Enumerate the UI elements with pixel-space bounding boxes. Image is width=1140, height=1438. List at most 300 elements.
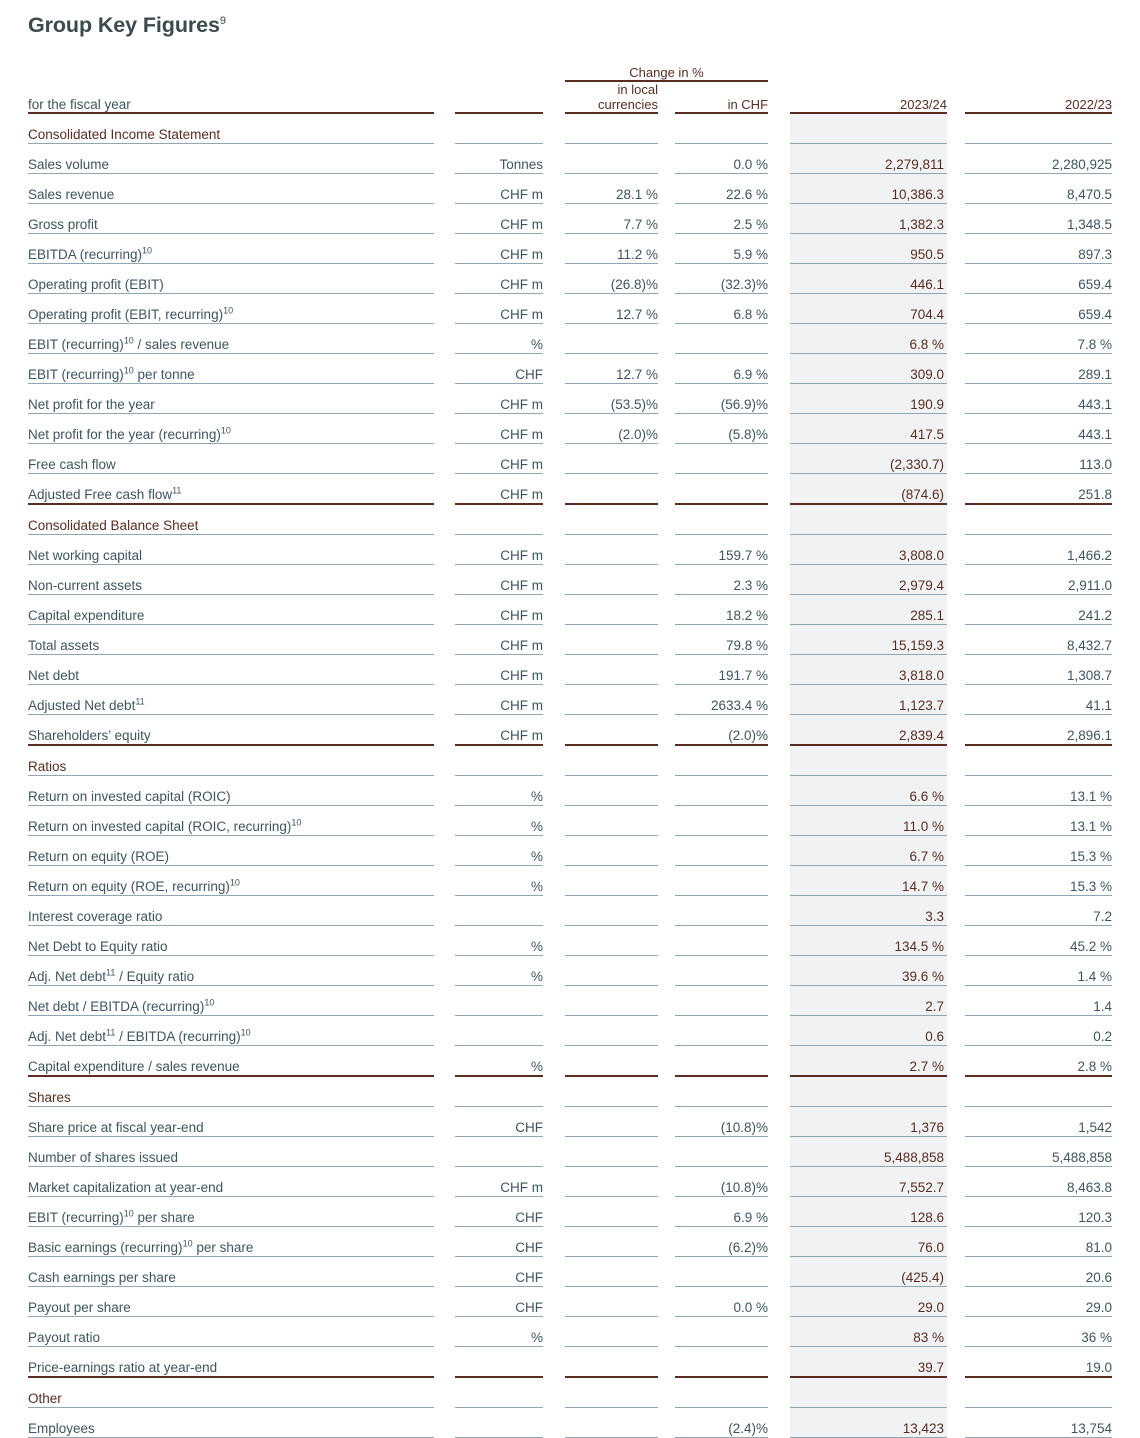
- spacer: [543, 443, 565, 473]
- spacer: [434, 143, 455, 173]
- spacer: [658, 745, 675, 776]
- table-row: [28, 143, 1112, 173]
- row-label: Net working capital: [28, 534, 434, 564]
- table-row: [28, 1015, 1112, 1045]
- row-value-current-year: 2,279,811: [790, 143, 947, 173]
- spacer: [434, 1136, 455, 1166]
- spacer: [768, 1015, 790, 1045]
- row-unit: CHF m: [455, 714, 543, 745]
- spacer: [768, 1226, 790, 1256]
- spacer: [965, 58, 1112, 81]
- spacer: [434, 865, 455, 895]
- row-unit: CHF m: [455, 383, 543, 413]
- spacer: [543, 714, 565, 745]
- row-change-local-currencies: (2.0)%: [565, 413, 658, 443]
- spacer: [768, 263, 790, 293]
- row-change-in-chf: [675, 473, 768, 504]
- spacer: [543, 58, 565, 81]
- spacer: [768, 835, 790, 865]
- footnote-marker: 11: [106, 967, 116, 978]
- spacer: [768, 1196, 790, 1226]
- spacer: [768, 654, 790, 684]
- row-change-local-currencies: [565, 1256, 658, 1286]
- spacer: [658, 775, 675, 805]
- spacer: [658, 1166, 675, 1196]
- spacer: [434, 1045, 455, 1076]
- row-value-current-year: 2.7 %: [790, 1045, 947, 1076]
- spacer: [658, 594, 675, 624]
- row-value-previous-year: 5,488,858: [965, 1136, 1112, 1166]
- row-unit: CHF: [455, 1106, 543, 1136]
- spacer: [947, 203, 965, 233]
- spacer: [947, 1226, 965, 1256]
- spacer: [434, 1076, 455, 1107]
- spacer: [434, 383, 455, 413]
- spacer: [947, 473, 965, 504]
- row-value-previous-year: 2,280,925: [965, 143, 1112, 173]
- spacer: [434, 353, 455, 383]
- table-row: [28, 985, 1112, 1015]
- row-change-in-chf: 191.7 %: [675, 654, 768, 684]
- table-body: [28, 113, 1112, 1438]
- spacer: [543, 1377, 565, 1408]
- row-change-in-chf: 6.9 %: [675, 1196, 768, 1226]
- row-unit: %: [455, 323, 543, 353]
- row-label: Capital expenditure: [28, 594, 434, 624]
- spacer: [658, 113, 675, 144]
- spacer: [947, 1346, 965, 1377]
- spacer: [947, 1136, 965, 1166]
- row-value-previous-year: 659.4: [965, 293, 1112, 323]
- row-value-current-year: 10,386.3: [790, 173, 947, 203]
- spacer: [768, 1316, 790, 1346]
- section-header-y1-cell: [790, 1377, 947, 1408]
- spacer: [543, 81, 565, 113]
- table-row: [28, 805, 1112, 835]
- spacer: [658, 413, 675, 443]
- spacer: [434, 564, 455, 594]
- row-unit: %: [455, 955, 543, 985]
- row-change-in-chf: 159.7 %: [675, 534, 768, 564]
- row-change-local-currencies: (26.8)%: [565, 263, 658, 293]
- spacer: [658, 81, 675, 113]
- spacer: [543, 594, 565, 624]
- table-row: [28, 233, 1112, 263]
- spacer: [434, 323, 455, 353]
- section-header-unit-cell: [455, 745, 543, 776]
- spacer: [768, 233, 790, 263]
- row-label: Operating profit (EBIT): [28, 263, 434, 293]
- table-row: [28, 925, 1112, 955]
- row-change-in-chf: [675, 925, 768, 955]
- spacer: [658, 564, 675, 594]
- column-header-row: [28, 81, 1112, 113]
- spacer: [658, 473, 675, 504]
- spacer: [947, 714, 965, 745]
- spacer: [768, 1286, 790, 1316]
- spacer: [947, 624, 965, 654]
- spacer: [768, 323, 790, 353]
- table-row: [28, 1106, 1112, 1136]
- spacer: [768, 413, 790, 443]
- row-unit: %: [455, 1316, 543, 1346]
- table-row: [28, 654, 1112, 684]
- row-value-previous-year: 1,542: [965, 1106, 1112, 1136]
- row-unit: %: [455, 925, 543, 955]
- footnote-marker: 10: [229, 877, 240, 888]
- row-unit: CHF m: [455, 293, 543, 323]
- spacer: [434, 1316, 455, 1346]
- table-row: [28, 714, 1112, 745]
- row-value-current-year: 3,818.0: [790, 654, 947, 684]
- spacer: [543, 684, 565, 714]
- spacer: [768, 684, 790, 714]
- row-change-in-chf: 0.0 %: [675, 1286, 768, 1316]
- footnote-marker: 10: [123, 1208, 134, 1219]
- table-row: [28, 173, 1112, 203]
- row-value-current-year: 11.0 %: [790, 805, 947, 835]
- row-label: Payout ratio: [28, 1316, 434, 1346]
- spacer: [947, 564, 965, 594]
- spacer: [947, 1407, 965, 1437]
- row-change-local-currencies: [565, 1106, 658, 1136]
- spacer: [658, 925, 675, 955]
- row-change-local-currencies: [565, 895, 658, 925]
- spacer: [947, 1316, 965, 1346]
- section-header-loc-cell: [565, 745, 658, 776]
- spacer: [768, 1166, 790, 1196]
- spacer: [434, 1226, 455, 1256]
- row-value-previous-year: 29.0: [965, 1286, 1112, 1316]
- row-value-current-year: 39.6 %: [790, 955, 947, 985]
- spacer: [434, 413, 455, 443]
- table-row: [28, 1226, 1112, 1256]
- spacer: [947, 775, 965, 805]
- row-unit: CHF m: [455, 1166, 543, 1196]
- spacer: [658, 203, 675, 233]
- row-label: Cash earnings per share: [28, 1256, 434, 1286]
- row-label: Adj. Net debt$^{11}$ / Equity ratio: [28, 955, 434, 985]
- row-change-in-chf: 79.8 %: [675, 624, 768, 654]
- row-value-previous-year: 8,470.5: [965, 173, 1112, 203]
- row-change-local-currencies: 12.7 %: [565, 293, 658, 323]
- spacer: [543, 564, 565, 594]
- spacer: [543, 745, 565, 776]
- row-label: Sales volume: [28, 143, 434, 173]
- spacer: [434, 714, 455, 745]
- spacer: [543, 473, 565, 504]
- table-row: [28, 564, 1112, 594]
- row-change-local-currencies: [565, 1286, 658, 1316]
- group-key-figures-table: [28, 58, 1112, 1438]
- row-change-local-currencies: [565, 1316, 658, 1346]
- spacer: [768, 564, 790, 594]
- spacer: [947, 955, 965, 985]
- table-row: [28, 293, 1112, 323]
- row-label: Operating profit (EBIT, recurring)$^{10}$: [28, 293, 434, 323]
- spacer: [768, 293, 790, 323]
- table-row: [28, 1136, 1112, 1166]
- row-unit: CHF m: [455, 654, 543, 684]
- spacer: [947, 383, 965, 413]
- spacer: [434, 985, 455, 1015]
- row-label: Gross profit: [28, 203, 434, 233]
- row-value-previous-year: 289.1: [965, 353, 1112, 383]
- year-previous-column-header: 2022/23: [965, 81, 1112, 113]
- table-row: [28, 1166, 1112, 1196]
- table-row: [28, 835, 1112, 865]
- row-change-local-currencies: [565, 955, 658, 985]
- spacer: [434, 775, 455, 805]
- row-change-in-chf: (5.8)%: [675, 413, 768, 443]
- row-change-in-chf: [675, 775, 768, 805]
- row-change-local-currencies: [565, 1226, 658, 1256]
- spacer: [947, 654, 965, 684]
- page-title-text: Group Key Figures: [28, 13, 220, 37]
- section-header-row: [28, 504, 1112, 535]
- spacer: [434, 1015, 455, 1045]
- footnote-marker: 10: [123, 365, 134, 376]
- row-value-previous-year: 251.8: [965, 473, 1112, 504]
- table-row: [28, 534, 1112, 564]
- row-value-previous-year: 13,754: [965, 1407, 1112, 1437]
- row-value-previous-year: 1,348.5: [965, 203, 1112, 233]
- row-value-current-year: 6.7 %: [790, 835, 947, 865]
- section-header-chf-cell: [675, 113, 768, 144]
- spacer: [768, 624, 790, 654]
- row-change-in-chf: 6.8 %: [675, 293, 768, 323]
- spacer: [947, 534, 965, 564]
- row-unit: CHF m: [455, 443, 543, 473]
- section-header-y2-cell: [965, 1377, 1112, 1408]
- section-title: Consolidated Balance Sheet: [28, 504, 434, 535]
- spacer: [543, 1286, 565, 1316]
- row-value-previous-year: 443.1: [965, 383, 1112, 413]
- spacer: [434, 263, 455, 293]
- row-value-previous-year: 1.4: [965, 985, 1112, 1015]
- spacer: [543, 835, 565, 865]
- section-title: Other: [28, 1377, 434, 1408]
- section-header-y1-cell: [790, 504, 947, 535]
- spacer: [658, 1407, 675, 1437]
- row-value-previous-year: 659.4: [965, 263, 1112, 293]
- row-value-current-year: 417.5: [790, 413, 947, 443]
- table-row: [28, 1286, 1112, 1316]
- spacer: [543, 504, 565, 535]
- row-change-local-currencies: [565, 473, 658, 504]
- row-change-local-currencies: [565, 925, 658, 955]
- section-header-chf-cell: [675, 1076, 768, 1107]
- spacer: [658, 233, 675, 263]
- row-value-previous-year: 36 %: [965, 1316, 1112, 1346]
- row-label: Return on invested capital (ROIC, recurring)$^{10}$: [28, 805, 434, 835]
- row-change-in-chf: [675, 865, 768, 895]
- spacer: [434, 1286, 455, 1316]
- row-label: Net profit for the year: [28, 383, 434, 413]
- table-row: [28, 1256, 1112, 1286]
- spacer: [455, 58, 543, 81]
- row-unit: CHF m: [455, 173, 543, 203]
- spacer: [768, 1346, 790, 1377]
- section-header-y2-cell: [965, 113, 1112, 144]
- row-value-previous-year: 8,432.7: [965, 624, 1112, 654]
- row-value-current-year: (2,330.7): [790, 443, 947, 473]
- row-value-current-year: 704.4: [790, 293, 947, 323]
- spacer: [658, 443, 675, 473]
- spacer: [434, 955, 455, 985]
- footnote-marker: 10: [240, 1027, 251, 1038]
- spacer: [658, 1136, 675, 1166]
- row-change-in-chf: (56.9)%: [675, 383, 768, 413]
- section-header-y1-cell: [790, 1076, 947, 1107]
- row-change-local-currencies: [565, 805, 658, 835]
- section-header-y2-cell: [965, 504, 1112, 535]
- spacer: [658, 1045, 675, 1076]
- table-row: [28, 865, 1112, 895]
- spacer: [768, 805, 790, 835]
- row-unit: CHF: [455, 1256, 543, 1286]
- spacer: [658, 293, 675, 323]
- row-value-current-year: 134.5 %: [790, 925, 947, 955]
- row-value-current-year: 83 %: [790, 1316, 947, 1346]
- spacer: [543, 1256, 565, 1286]
- local-currencies-column-header: [565, 81, 658, 113]
- row-change-in-chf: [675, 835, 768, 865]
- row-value-current-year: 29.0: [790, 1286, 947, 1316]
- row-change-local-currencies: [565, 1045, 658, 1076]
- row-label: Sales revenue: [28, 173, 434, 203]
- row-unit: CHF m: [455, 594, 543, 624]
- spacer: [947, 1196, 965, 1226]
- spacer: [434, 504, 455, 535]
- row-value-current-year: 6.6 %: [790, 775, 947, 805]
- row-value-previous-year: 13.1 %: [965, 775, 1112, 805]
- row-label: Interest coverage ratio: [28, 895, 434, 925]
- section-header-row: [28, 745, 1112, 776]
- spacer: [768, 534, 790, 564]
- row-value-previous-year: 0.2: [965, 1015, 1112, 1045]
- row-change-in-chf: (32.3)%: [675, 263, 768, 293]
- spacer: [768, 1136, 790, 1166]
- spacer: [947, 684, 965, 714]
- spacer: [543, 534, 565, 564]
- row-unit: CHF: [455, 1196, 543, 1226]
- row-value-current-year: 2,839.4: [790, 714, 947, 745]
- row-value-current-year: 5,488,858: [790, 1136, 947, 1166]
- row-value-current-year: 2.7: [790, 985, 947, 1015]
- spacer: [768, 173, 790, 203]
- row-value-previous-year: 2,911.0: [965, 564, 1112, 594]
- row-unit: [455, 1136, 543, 1166]
- spacer: [434, 805, 455, 835]
- footnote-marker: 10: [123, 335, 134, 346]
- row-unit: %: [455, 775, 543, 805]
- row-label: EBIT (recurring)$^{10}$ per share: [28, 1196, 434, 1226]
- row-label: Total assets: [28, 624, 434, 654]
- footnote-marker: 10: [223, 305, 234, 316]
- row-value-previous-year: 15.3 %: [965, 865, 1112, 895]
- spacer: [543, 985, 565, 1015]
- spacer: [543, 203, 565, 233]
- section-header-chf-cell: [675, 1377, 768, 1408]
- row-change-local-currencies: [565, 1015, 658, 1045]
- spacer: [434, 173, 455, 203]
- row-value-current-year: 3,808.0: [790, 534, 947, 564]
- row-label: Adj. Net debt$^{11}$ / EBITDA (recurring)$^{10}$: [28, 1015, 434, 1045]
- section-header-loc-cell: [565, 1377, 658, 1408]
- row-change-in-chf: (6.2)%: [675, 1226, 768, 1256]
- row-change-in-chf: 22.6 %: [675, 173, 768, 203]
- spacer: [434, 835, 455, 865]
- spacer: [434, 1166, 455, 1196]
- spacer: [947, 81, 965, 113]
- spacer: [768, 1407, 790, 1437]
- row-label: Return on invested capital (ROIC): [28, 775, 434, 805]
- spacer: [947, 1015, 965, 1045]
- spacer: [543, 1196, 565, 1226]
- spacer: [768, 113, 790, 144]
- spacer: [543, 654, 565, 684]
- row-change-in-chf: [675, 1136, 768, 1166]
- row-change-in-chf: [675, 1256, 768, 1286]
- row-value-current-year: 3.3: [790, 895, 947, 925]
- spacer: [434, 684, 455, 714]
- spacer: [434, 745, 455, 776]
- spacer: [947, 1286, 965, 1316]
- spacer: [543, 323, 565, 353]
- page-title-footnote: 9: [219, 14, 226, 27]
- section-header-row: [28, 1377, 1112, 1408]
- row-value-previous-year: 897.3: [965, 233, 1112, 263]
- row-value-current-year: 285.1: [790, 594, 947, 624]
- row-change-local-currencies: [565, 654, 658, 684]
- row-change-in-chf: 2.5 %: [675, 203, 768, 233]
- row-value-current-year: 2,979.4: [790, 564, 947, 594]
- spacer: [768, 353, 790, 383]
- spacer: [658, 895, 675, 925]
- row-unit: [455, 1015, 543, 1045]
- spacer: [543, 1106, 565, 1136]
- row-value-previous-year: 41.1: [965, 684, 1112, 714]
- table-row: [28, 353, 1112, 383]
- row-change-local-currencies: 7.7 %: [565, 203, 658, 233]
- row-change-in-chf: [675, 985, 768, 1015]
- spacer: [658, 1226, 675, 1256]
- spacer: [543, 1136, 565, 1166]
- row-change-in-chf: 5.9 %: [675, 233, 768, 263]
- row-value-previous-year: 7.2: [965, 895, 1112, 925]
- row-value-current-year: (874.6): [790, 473, 947, 504]
- row-unit: [455, 1346, 543, 1377]
- row-change-local-currencies: [565, 564, 658, 594]
- spacer: [658, 263, 675, 293]
- table-row: [28, 895, 1112, 925]
- row-unit: %: [455, 1045, 543, 1076]
- spacer: [543, 955, 565, 985]
- row-change-local-currencies: [565, 714, 658, 745]
- spacer: [658, 1076, 675, 1107]
- row-value-previous-year: 15.3 %: [965, 835, 1112, 865]
- row-change-in-chf: 2633.4 %: [675, 684, 768, 714]
- row-label: Basic earnings (recurring)$^{10}$ per share: [28, 1226, 434, 1256]
- row-change-local-currencies: 11.2 %: [565, 233, 658, 263]
- spacer: [434, 1256, 455, 1286]
- local-currencies-line1: in local: [617, 81, 658, 97]
- change-in-percent-group-header: Change in %: [565, 58, 768, 81]
- spacer: [543, 865, 565, 895]
- spacer: [947, 805, 965, 835]
- row-value-current-year: 446.1: [790, 263, 947, 293]
